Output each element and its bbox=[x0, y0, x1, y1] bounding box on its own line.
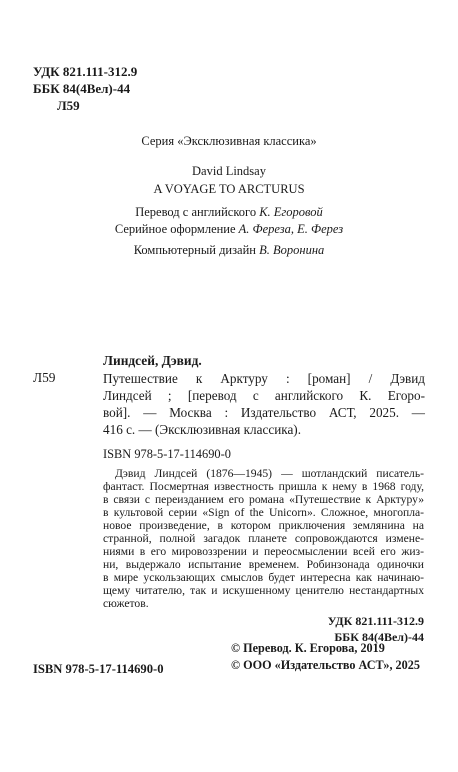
series-design-credit bbox=[0, 222, 458, 237]
series-designers: А. Фереза, Е. Ферез bbox=[238, 222, 344, 236]
udk-index: УДК 821.111-312.9 bbox=[33, 64, 138, 79]
footer-isbn: ISBN 978-5-17-114690-0 bbox=[33, 662, 164, 676]
udk-right: УДК 821.111-312.9 bbox=[327, 614, 424, 628]
catalog-sign: Л59 bbox=[33, 370, 56, 385]
series-design-prefix: Серийное оформление bbox=[114, 222, 239, 236]
annotation-line: в связи с переизданием его романа «Путешествие к Арктуру» bbox=[103, 493, 424, 506]
annotation-line: в культовой серии «Sign of the Unicorn». Сложное, многопла- bbox=[103, 506, 424, 519]
entry-line: Линдсей ; [перевод с английского К. Егоро- bbox=[103, 388, 425, 403]
annotation-line: ни, выдержало испытание временем. Робинзонада одиночки bbox=[103, 558, 424, 571]
entry-line: 416 с. — (Эксклюзивная классика). bbox=[103, 422, 301, 437]
entry-line: Путешествие к Арктуру : [роман] / Дэвид bbox=[103, 371, 425, 386]
copyright-publisher: © ООО «Издательство АСТ», 2025 bbox=[231, 658, 420, 672]
catalog-isbn: ISBN 978-5-17-114690-0 bbox=[103, 447, 231, 461]
author-sign: Л59 bbox=[57, 98, 80, 113]
translator-name: К. Егоровой bbox=[259, 205, 323, 219]
annotation-line: ниями в его мировоззрении и переосмыслении всей его жиз- bbox=[103, 545, 424, 558]
annotation-line: фантаст. Посмертная известность пришла к нему в 1968 году, bbox=[103, 480, 424, 493]
annotation-line: сюжетов. bbox=[103, 597, 149, 610]
copyright-translation: © Перевод. К. Егорова, 2019 bbox=[231, 641, 385, 655]
annotation-line: щему читателю, так и искушенному ценителю нестандартных bbox=[103, 584, 424, 597]
catalog-heading: Линдсей, Дэвид. bbox=[103, 353, 202, 368]
annotation-line: Дэвид Линдсей (1876—1945) — шотландский писатель- bbox=[115, 467, 424, 480]
entry-line: вой]. — Москва : Издательство АСТ, 2025. — bbox=[103, 405, 425, 420]
series-line: Серия «Эксклюзивная классика» bbox=[141, 134, 317, 148]
translation-prefix: Перевод с английского bbox=[135, 205, 260, 219]
annotation-line: в мире ускользающих смыслов будет интересна как начинаю- bbox=[103, 571, 424, 584]
bbk-right: ББК 84(4Вел)-44 bbox=[334, 630, 424, 644]
annotation-line: новое произведение, в котором приключения землянина на bbox=[103, 519, 424, 532]
original-title: A VOYAGE TO ARCTURUS bbox=[153, 182, 305, 196]
computer-design-credit bbox=[0, 243, 458, 258]
annotation-line: странной, полной загадок планете сопровождаются измене- bbox=[103, 532, 424, 545]
computer-design-prefix: Компьютерный дизайн bbox=[133, 243, 260, 257]
original-author: David Lindsay bbox=[192, 164, 266, 178]
computer-designer: В. Воронина bbox=[259, 243, 325, 257]
translation-credit bbox=[0, 205, 458, 220]
bbk-index: ББК 84(4Вел)-44 bbox=[33, 81, 131, 96]
